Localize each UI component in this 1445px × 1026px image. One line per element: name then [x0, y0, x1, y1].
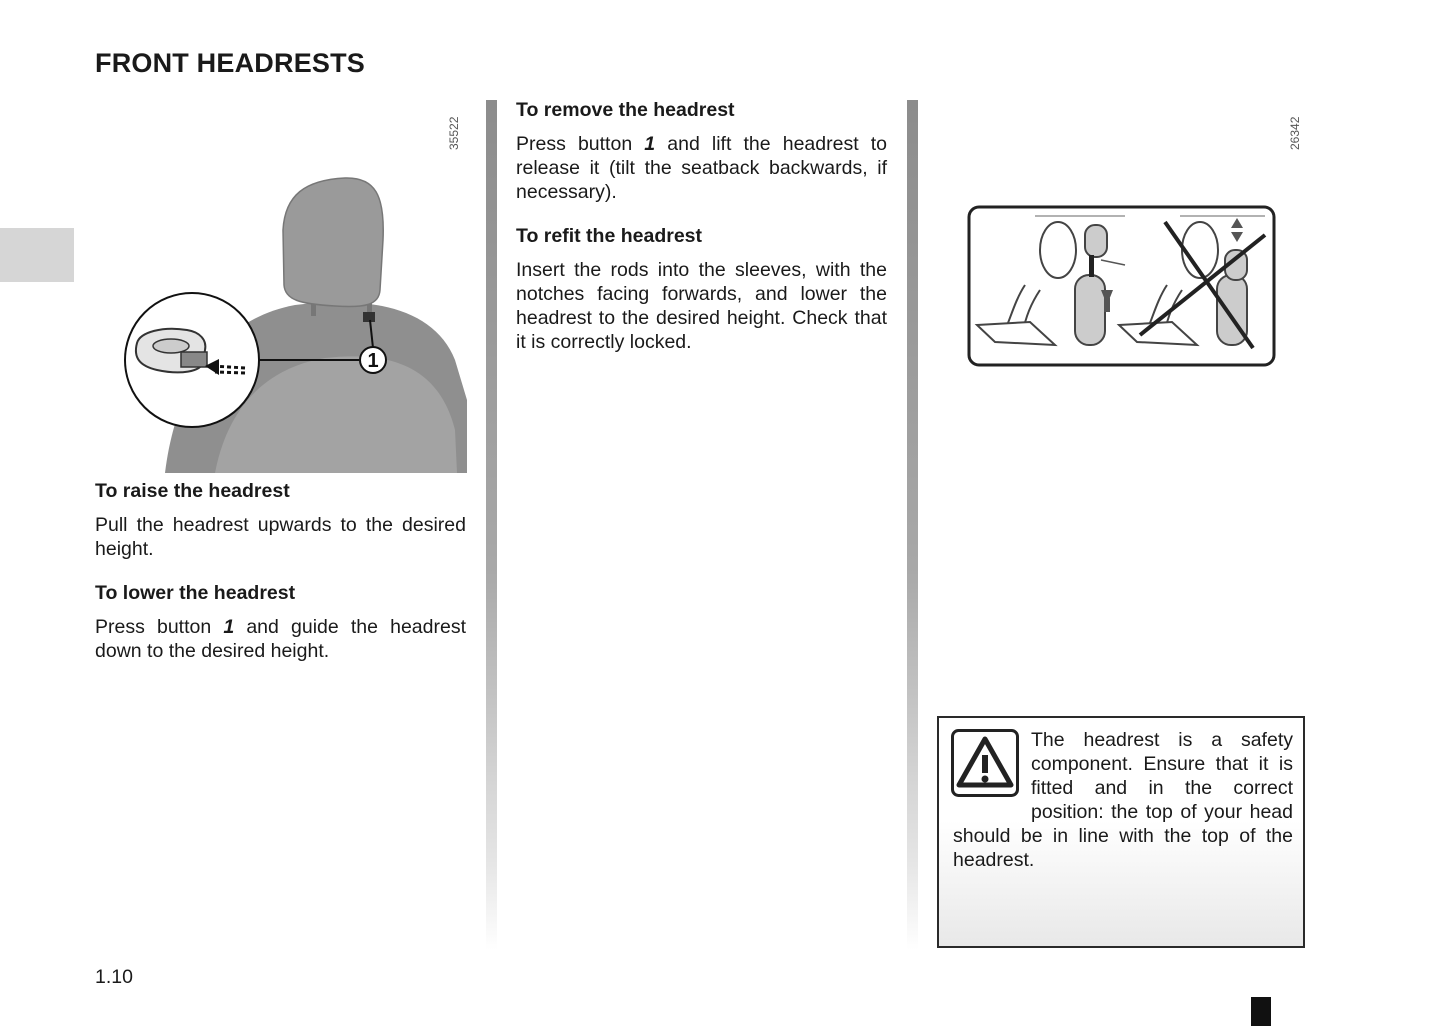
thumb-index-mark	[1251, 997, 1271, 1026]
column-divider	[907, 100, 918, 950]
page-title: FRONT HEADRESTS	[95, 48, 366, 78]
warning-text: The headrest is a safety component. Ensure that it is fitted and in the correct position: the top of your head should be in line with the top of the headrest.	[953, 729, 1293, 871]
raise-text: Pull the headrest upwards to the desired height.	[95, 514, 466, 560]
refit-heading: To refit the headrest	[516, 225, 703, 247]
headrest-position-illustration	[935, 100, 1307, 390]
page-number: 1.10	[95, 966, 133, 988]
figure-code: 26342	[1288, 116, 1302, 150]
column-left	[95, 479, 466, 683]
button-ref: 1	[223, 616, 235, 638]
warning-box	[937, 716, 1305, 948]
seat-headrest-illustration	[95, 100, 467, 473]
button-ref: 1	[644, 133, 656, 155]
lower-text: Press button 1 and guide the headrest down to the desired height.	[95, 616, 466, 662]
section-tab	[0, 228, 74, 282]
remove-text: Press button 1 and lift the headrest to release it (tilt the seatback backwards, if necessary).	[516, 133, 887, 203]
remove-heading: To remove the headrest	[516, 99, 735, 121]
lower-heading: To lower the headrest	[95, 582, 296, 604]
raise-heading: To raise the headrest	[95, 480, 290, 502]
refit-text: Insert the rods into the sleeves, with the notches facing forwards, and lower the headrest to the desired height. Check that it is correctly locked.	[516, 259, 887, 353]
figure-code: 35522	[447, 116, 461, 150]
column-divider	[486, 100, 497, 950]
column-middle	[516, 98, 887, 374]
callout-number: 1	[367, 350, 379, 372]
